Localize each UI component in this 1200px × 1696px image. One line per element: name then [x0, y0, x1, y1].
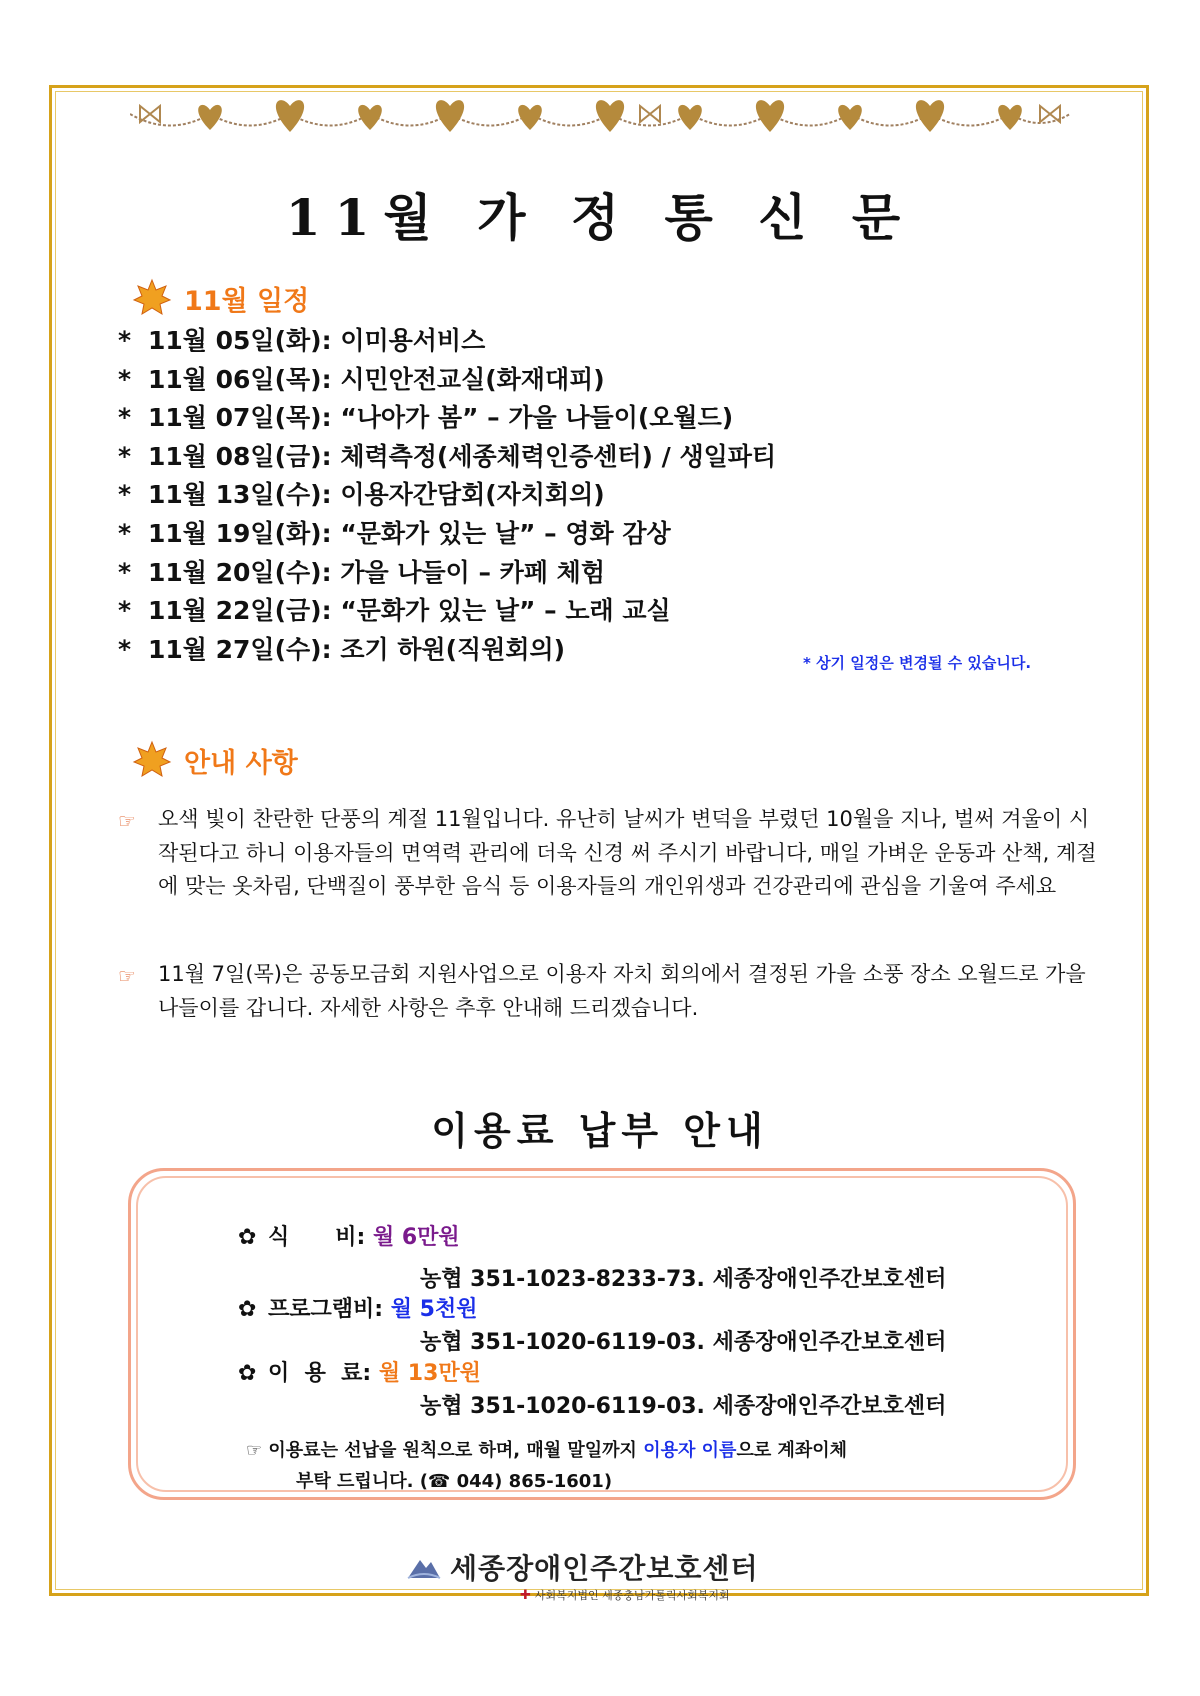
maple-leaf-icon — [132, 740, 172, 780]
fee-amount: 월 6만원 — [372, 1225, 460, 1250]
pointing-hand-icon: ☞ — [118, 809, 136, 833]
notice-text: 11월 7일(목)은 공동모금회 지원사업으로 이용자 자치 회의에서 결정된 가을 소풍 장소 오월드로 가을 나들이를 갑니다. 자세한 사항은 추후 안내해 드리겠습니다. — [158, 962, 1086, 1020]
list-item: * 11월 08일(금): 체력측정(세종체력인증센터) / 생일파티 — [118, 441, 777, 471]
flower-icon: ✿ — [238, 1225, 257, 1250]
list-item: * 11월 22일(금): “문화가 있는 날” – 노래 교실 — [118, 596, 671, 626]
organization-name: 세종장애인주간보호센터 — [450, 1552, 759, 1585]
list-item: * 11월 07일(목): “나아가 봄” – 가을 나들이(오월드) — [118, 403, 734, 433]
notice-text: 오색 빛이 찬란한 단풍의 계절 11월입니다. 유난히 날씨가 변덕을 부렸던 10월을 지나, 벌써 겨울이 시작된다고 하니 이용자들의 면역력 관리에 더욱 신경 써 주시기 바랍니다, 매일 가벼운 운동과 산책, 계절에 맞는 옷차림, 단백질이 풍부한 음식 등 이용자들의 개인위생과 건강관리에 관심을 기울여 주세요 — [158, 807, 1097, 898]
fee-amount: 월 5천원 — [390, 1297, 478, 1322]
fee-section-title: 이용료 납부 안내 — [431, 1109, 769, 1153]
schedule-heading — [132, 278, 309, 318]
organization-logo — [406, 1547, 759, 1587]
notice-heading — [132, 740, 298, 780]
newsletter-title: 11월 가 정 통 신 문 — [285, 188, 915, 247]
bank-account: 농협 351-1020-6119-03. 세종장애인주간보호센터 — [420, 1394, 947, 1419]
bank-account: 농협 351-1023-8233-73. 세종장애인주간보호센터 — [420, 1267, 947, 1292]
notice-item — [118, 958, 1108, 1025]
notice-heading-label: 안내 사항 — [184, 747, 298, 779]
notice-item — [118, 803, 1108, 904]
heart-garland-decoration — [130, 92, 1070, 150]
fee-payment-note: ☞ 이용료는 선납을 원칙으로 하며, 매월 말일까지 이용자 이름으로 계좌이체 — [246, 1440, 848, 1461]
fee-amount: 월 13만원 — [378, 1361, 481, 1386]
list-item: * 11월 13일(수): 이용자간담회(자치회의) — [118, 480, 605, 510]
schedule-list — [118, 322, 776, 669]
list-item: * 11월 20일(수): 가을 나들이 – 카페 체험 — [118, 557, 605, 587]
list-item: * 11월 05일(화): 이미용서비스 — [118, 326, 486, 355]
schedule-heading-label: 11월 일정 — [184, 285, 310, 317]
mountain-logo-icon — [406, 1552, 442, 1582]
fee-row-program: ✿ 프로그램비: 월 5천원 — [238, 1297, 478, 1322]
fee-payment-note-line2: 부탁 드립니다. (☎ 044) 865-1601) — [296, 1471, 613, 1492]
fee-row-usage: ✿ 이 용 료: 월 13만원 — [238, 1361, 481, 1386]
pointing-hand-icon: ☞ — [118, 964, 136, 988]
flower-icon: ✿ — [238, 1361, 257, 1386]
list-item: * 11월 19일(화): “문화가 있는 날” – 영화 감상 — [118, 518, 671, 548]
schedule-change-note: * 상기 일정은 변경될 수 있습니다. — [803, 654, 1032, 672]
bank-account: 농협 351-1020-6119-03. 세종장애인주간보호센터 — [420, 1330, 947, 1355]
flower-icon: ✿ — [238, 1297, 257, 1322]
cross-icon: ✚ — [520, 1587, 531, 1603]
organization-subtitle: ✚ 사회복지법인 세종충남가톨릭사회복지회 — [520, 1587, 730, 1603]
maple-leaf-icon — [132, 278, 172, 318]
fee-row-meal: ✿ 식 비: 월 6만원 — [238, 1225, 460, 1250]
list-item: * 11월 06일(목): 시민안전교실(화재대피) — [118, 364, 605, 394]
list-item: * 11월 27일(수): 조기 하원(직원회의) — [118, 634, 566, 664]
